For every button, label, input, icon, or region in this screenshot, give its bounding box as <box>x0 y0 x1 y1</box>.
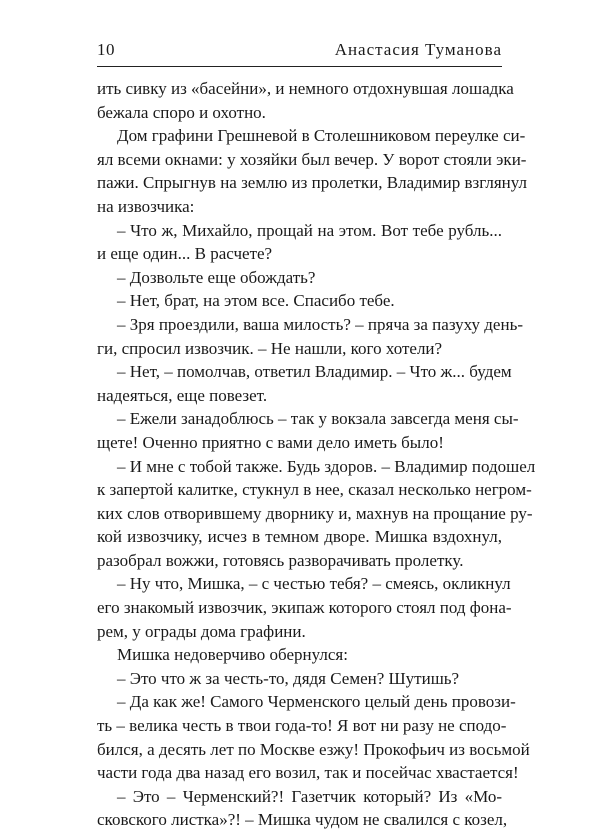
page-number: 10 <box>97 40 115 59</box>
text-line: рем, у ограды дома графини. <box>97 621 306 641</box>
text-line: и еще один... В расчете? <box>97 244 273 264</box>
text-line: его знакомый извозчик, экипаж которого стоял под фона- <box>97 598 512 618</box>
text-line: – Зря проездили, ваша милость? – пряча за пазуху день- <box>117 314 523 334</box>
running-head-author: Анастасия Туманова <box>334 40 502 59</box>
text-line: – Что ж, Михайло, прощай на этом. Вот тебе рубль... <box>117 220 502 240</box>
text-line: – Это – Черменский?! Газетчик который? Из «Мо- <box>117 786 502 806</box>
text-line: – Нет, брат, на этом все. Спасибо тебе. <box>117 291 395 311</box>
text-line: сковского листка»?! – Мишка чудом не свалился с козел, <box>97 810 508 830</box>
text-line: ких слов отворившему дворнику и, махнув на прощание ру- <box>97 503 533 523</box>
text-line: надеяться, еще повезет. <box>97 385 268 405</box>
text-line: – И мне с тобой также. Будь здоров. – Владимир подошел <box>117 456 536 476</box>
text-line: – Ежели занадоблюсь – так у вокзала завсегда меня сы- <box>117 409 519 429</box>
text-line: ить сивку из «басейни», и немного отдохнувшая лошадка <box>97 79 514 98</box>
text-line: разобрал вожжи, готовясь разворачивать пролетку. <box>97 550 464 570</box>
text-line: – Это что ж за честь-то, дядя Семен? Шутишь? <box>117 668 460 688</box>
text-line: ть – велика честь в твои года-то! Я вот ни разу не сподо- <box>97 716 507 736</box>
header-rule <box>97 66 502 67</box>
text-line: на извозчика: <box>97 196 195 216</box>
page-header <box>97 38 502 60</box>
text-line: ги, спросил извозчик. – Не нашли, кого хотели? <box>97 338 443 358</box>
text-line: бился, а десять лет по Москве езжу! Прокофьич из восьмой <box>97 739 530 759</box>
text-line: к запертой калитке, стукнул в нее, сказал несколько негром- <box>97 480 532 500</box>
text-line: части года два назад его возил, так и посейчас хвастается! <box>97 763 519 783</box>
text-line: – Нет, – помолчав, ответил Владимир. – Что ж... будем <box>117 362 512 382</box>
body-text <box>97 77 536 832</box>
text-line: Дом графини Грешневой в Столешниковом переулке си- <box>117 126 526 146</box>
text-line: Мишка недоверчиво обернулся: <box>117 645 348 665</box>
text-line: – Дозвольте еще обождать? <box>117 267 316 287</box>
text-line: щете! Оченно приятно с вами дело иметь было! <box>97 432 444 452</box>
text-line: бежала споро и охотно. <box>97 102 266 122</box>
text-line: кой извозчику, исчез в темном дворе. Мишка вздохнул, <box>97 527 502 547</box>
text-line: – Ну что, Мишка, – с честью тебя? – смеясь, окликнул <box>117 574 511 594</box>
text-line: ял всеми окнами: у хозяйки был вечер. У ворот стояли эки- <box>97 149 527 169</box>
text-line: пажи. Спрыгнув на землю из пролетки, Владимир взглянул <box>97 173 527 193</box>
text-line: – Да как же! Самого Черменского целый день провози- <box>117 692 516 712</box>
